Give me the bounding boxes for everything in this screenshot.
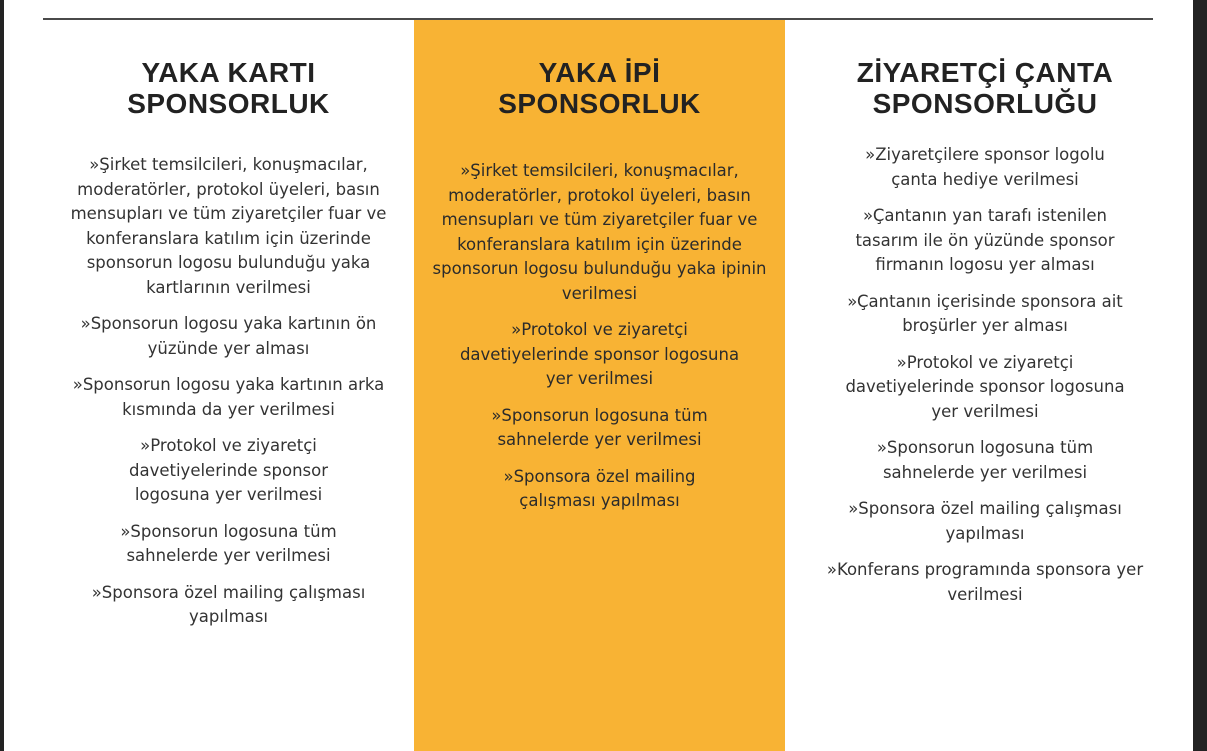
heading-line-2: SPONSORLUK xyxy=(498,88,701,119)
benefit-item: »Sponsora özel mailing çalışması yapılması xyxy=(91,582,366,626)
column-yaka-ipi-sponsorluk xyxy=(414,20,785,751)
benefit-item: »Çantanın yan tarafı istenilen tasarım ile ön yüzünde sponsor firmanın logosu yer alması xyxy=(855,206,1115,274)
column-heading xyxy=(43,57,414,119)
benefit-item: »Şirket temsilcileri, konuşmacılar, moderatörler, protokol üyeleri, basın mensupları ve tüm ziyaretçiler fuar ve konferanslara katılım için üzerinde sponsorun logosu bulunduğu yaka kartlarının verilmesi xyxy=(70,155,387,297)
benefit-item: »Sponsora özel mailing çalışması yapılması xyxy=(503,466,696,510)
benefit-list xyxy=(785,143,1185,607)
column-yaka-karti-sponsorluk xyxy=(43,20,414,751)
column-heading xyxy=(785,57,1185,119)
page-frame-right xyxy=(1193,0,1207,751)
benefit-item: »Şirket temsilcileri, konuşmacılar, moderatörler, protokol üyeleri, basın mensupları ve tüm ziyaretçiler fuar ve konferanslara katılım için üzerinde sponsorun logosu bulunduğu yaka ipinin verilmesi xyxy=(432,161,767,303)
benefit-item: »Konferans programında sponsora yer verilmesi xyxy=(826,560,1144,604)
benefit-item: »Ziyaretçilere sponsor logolu çanta hediye verilmesi xyxy=(865,145,1105,189)
benefit-item: »Sponsorun logosu yaka kartının arka kısmında da yer verilmesi xyxy=(72,375,385,419)
benefit-list xyxy=(414,159,785,514)
benefit-item: »Sponsorun logosuna tüm sahnelerde yer verilmesi xyxy=(120,521,337,565)
page-frame-left xyxy=(0,0,4,751)
heading-line-2: SPONSORLUĞU xyxy=(872,88,1098,119)
benefit-item: »Protokol ve ziyaretçi davetiyelerinde sponsor logosuna yer verilmesi xyxy=(845,352,1125,421)
benefit-item: »Sponsorun logosu yaka kartının ön yüzünde yer alması xyxy=(80,314,377,358)
column-ziyaretci-canta-sponsorlugu xyxy=(785,20,1185,751)
heading-line-2: SPONSORLUK xyxy=(127,88,330,119)
benefit-item: »Protokol ve ziyaretçi davetiyelerinde sponsor logosuna yer verilmesi xyxy=(459,320,740,388)
benefit-item: »Protokol ve ziyaretçi davetiyelerinde sponsor logosuna yer verilmesi xyxy=(129,436,328,504)
heading-line-1: ZİYARETÇİ ÇANTA xyxy=(856,57,1114,88)
benefit-item: »Sponsorun logosuna tüm sahnelerde yer verilmesi xyxy=(876,438,1094,482)
benefit-item: »Sponsorun logosuna tüm sahnelerde yer verilmesi xyxy=(491,405,708,449)
column-heading xyxy=(414,57,785,119)
benefit-list xyxy=(43,153,414,630)
benefit-item: »Çantanın içerisinde sponsora ait broşürler yer alması xyxy=(847,291,1123,335)
heading-line-1: YAKA KARTI xyxy=(141,57,316,88)
benefit-item: »Sponsora özel mailing çalışması yapılması xyxy=(848,499,1122,543)
heading-line-1: YAKA İPİ xyxy=(538,57,661,88)
